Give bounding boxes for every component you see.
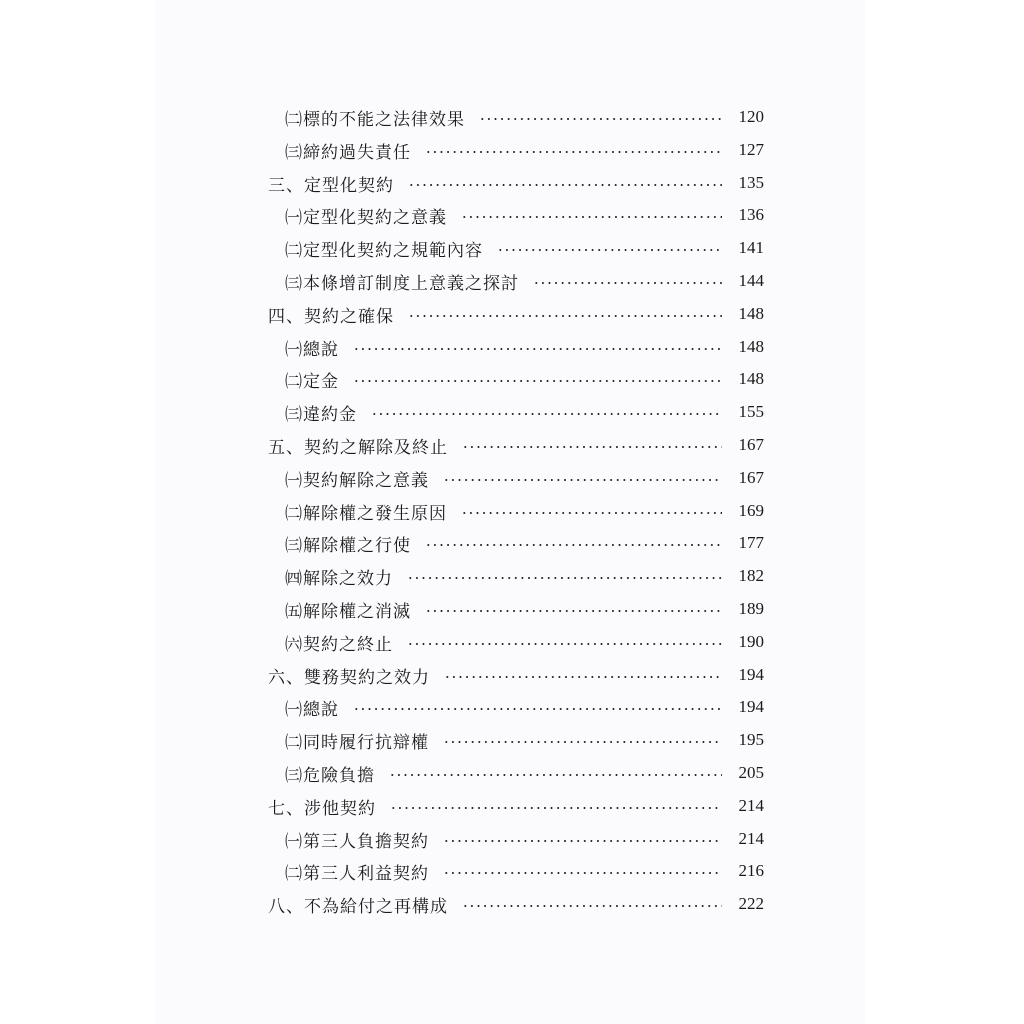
toc-page-number: 167 [738,435,764,454]
toc-subsection-row [285,136,764,164]
toc-page-number: 214 [738,829,764,848]
dot-leader [425,610,722,612]
toc-subsection-row [285,464,764,492]
toc-entry-title: ㈡第三人利益契約 [285,863,429,884]
toc-section-row [268,661,764,689]
toc-entry-title: 八、不為給付之再構成 [268,896,448,917]
toc-entry-title: ㈠第三人負擔契約 [285,831,429,852]
toc-page-number: 148 [738,304,764,323]
dot-leader [462,905,722,907]
toc-subsection-row [285,857,764,885]
dot-leader [461,512,722,514]
toc-entry-title: ㈢本條增訂制度上意義之探討 [285,273,519,294]
dot-leader [444,676,722,678]
toc-page-number: 195 [738,730,764,749]
dot-leader [443,840,722,842]
dot-leader [353,708,722,710]
toc-page-number: 167 [738,468,764,487]
toc-page-number: 148 [738,369,764,388]
dot-leader [443,872,722,874]
toc-subsection-row [285,333,764,361]
dot-leader [462,446,722,448]
dot-leader [371,413,722,415]
toc-subsection-row [285,595,764,623]
dot-leader [443,479,722,481]
toc-page-number: 190 [738,632,764,651]
dot-leader [408,184,722,186]
toc-entry-title: ㈠定型化契約之意義 [285,207,447,228]
toc-subsection-row [285,529,764,557]
toc-page-number: 155 [738,402,764,421]
toc-entry-title: ㈠總說 [285,339,339,360]
toc-page-number: 182 [738,566,764,585]
dot-leader [443,741,722,743]
toc-entry-title: ㈥契約之終止 [285,634,393,655]
toc-subsection-row [285,365,764,393]
toc-page-number: 194 [738,697,764,716]
toc-page-number: 177 [738,533,764,552]
toc-subsection-row [285,234,764,262]
dot-leader [353,348,722,350]
dot-leader [390,807,722,809]
toc-page-number: 135 [738,173,764,192]
toc-entry-title: ㈡解除權之發生原因 [285,503,447,524]
dot-leader [533,282,722,284]
toc-entry-title: ㈡標的不能之法律效果 [285,109,465,130]
toc-section-row [268,890,764,918]
toc-entry-title: 三、定型化契約 [268,175,394,196]
dot-leader [389,774,722,776]
toc-entry-title: ㈤解除權之消滅 [285,601,411,622]
toc-page-number: 120 [738,107,764,126]
toc-page-number: 194 [738,665,764,684]
dot-leader [497,249,722,251]
toc-entry-title: ㈢危險負擔 [285,765,375,786]
toc-page-number: 214 [738,796,764,815]
toc-entry-title: ㈢締約過失責任 [285,142,411,163]
dot-leader [425,544,722,546]
toc-entry-title: ㈢解除權之行使 [285,535,411,556]
toc-subsection-row [285,398,764,426]
dot-leader [353,380,722,382]
dot-leader [479,118,722,120]
dot-leader [408,315,722,317]
toc-page-number: 144 [738,271,764,290]
toc-entry-title: ㈡定型化契約之規範內容 [285,240,483,261]
toc-entry-title: 六、雙務契約之效力 [268,667,430,688]
toc-section-row [268,792,764,820]
toc-entry-title: 五、契約之解除及終止 [268,437,448,458]
toc-section-row [268,169,764,197]
toc-subsection-row [285,628,764,656]
toc-subsection-row [285,759,764,787]
dot-leader [407,643,722,645]
toc-page-number: 222 [738,894,764,913]
toc-entry-title: ㈢違約金 [285,404,357,425]
toc-entry-title: ㈠總說 [285,699,339,720]
toc-entry-title: ㈡定金 [285,371,339,392]
dot-leader [461,216,722,218]
toc-page-number: 216 [738,861,764,880]
toc-subsection-row [285,497,764,525]
dot-leader [425,151,722,153]
toc-page-number: 127 [738,140,764,159]
toc-section-row [268,431,764,459]
toc-subsection-row [285,825,764,853]
toc-section-row [268,300,764,328]
toc-page-number: 136 [738,205,764,224]
toc-entry-title: ㈡同時履行抗辯權 [285,732,429,753]
toc-entry-title: ㈣解除之效力 [285,568,393,589]
toc-page-number: 189 [738,599,764,618]
toc-page-number: 148 [738,337,764,356]
toc-subsection-row [285,693,764,721]
toc-subsection-row [285,103,764,131]
toc-entry-title: ㈠契約解除之意義 [285,470,429,491]
toc-page-number: 205 [738,763,764,782]
toc-subsection-row [285,562,764,590]
toc-page-number: 141 [738,238,764,257]
toc-subsection-row [285,726,764,754]
toc-entry-title: 七、涉他契約 [268,798,376,819]
toc-entry-title: 四、契約之確保 [268,306,394,327]
toc-subsection-row [285,201,764,229]
dot-leader [407,577,722,579]
toc-subsection-row [285,267,764,295]
toc-page-number: 169 [738,501,764,520]
